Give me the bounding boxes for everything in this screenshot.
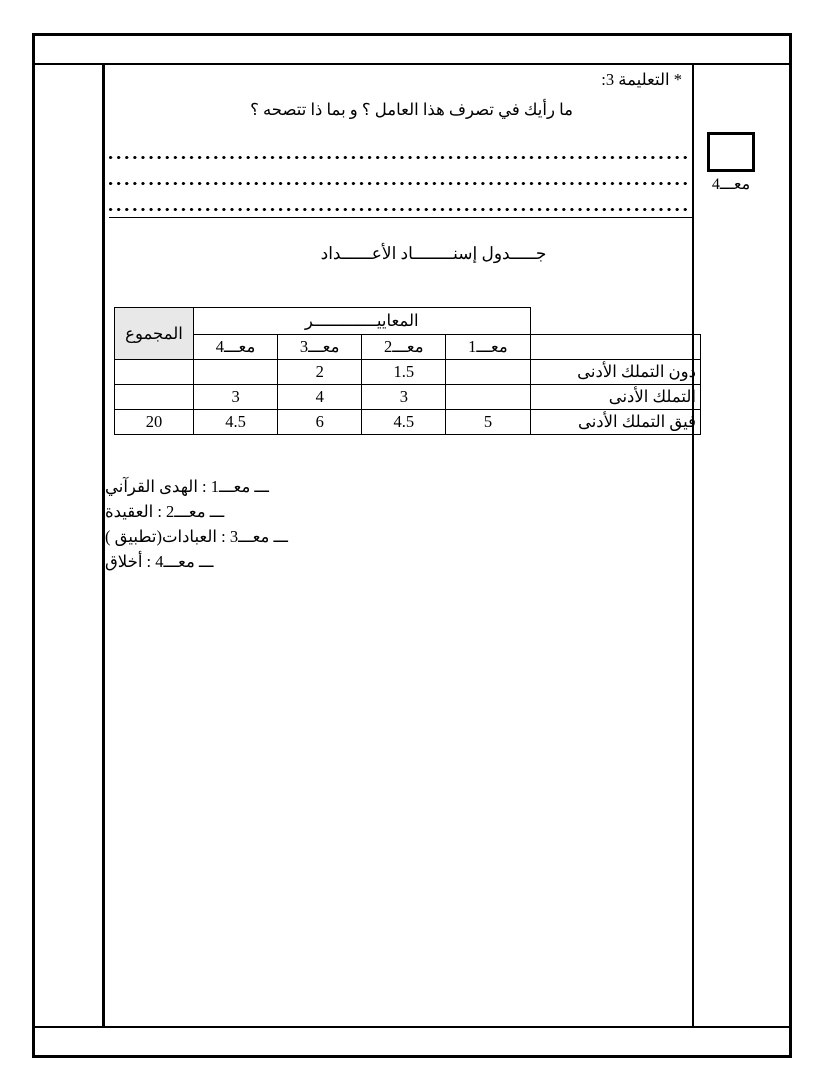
table-group-header-row (115, 308, 701, 335)
answer-line[interactable] (109, 164, 688, 190)
row-value[interactable] (446, 360, 530, 385)
criterion-header-4: معـــ4 (194, 335, 278, 360)
legend-item: ـــ معـــ2 : العقيدة (105, 502, 225, 521)
row-value[interactable]: 4.5 (194, 410, 278, 435)
row-value[interactable] (194, 360, 278, 385)
row-value[interactable]: 1.5 (362, 360, 446, 385)
criteria-group-header: المعاييـــــــــــــر (194, 308, 531, 335)
table-subheader-row (115, 335, 701, 360)
answer-lines-group (105, 138, 692, 216)
criterion-header-3: معـــ3 (278, 335, 362, 360)
answer-line[interactable] (109, 138, 688, 164)
score-column (694, 65, 789, 1026)
row-value[interactable]: 4 (278, 385, 362, 410)
grade-table-title: جـــــدول إسنــــــــاد الأعــــــداد (320, 244, 547, 263)
mark-entry-box[interactable] (707, 132, 755, 172)
row-label: فيق التملك الأدنى (530, 410, 701, 435)
legend-item: ـــ معـــ3 : العبادات(تطبيق ) (105, 527, 289, 546)
section-divider (109, 217, 692, 218)
left-margin-column (35, 65, 105, 1026)
page-body (35, 65, 789, 1026)
table-row (115, 410, 701, 435)
row-value[interactable]: 6 (278, 410, 362, 435)
criterion-header-1: معـــ1 (446, 335, 530, 360)
grade-table (114, 307, 701, 435)
page-header-band (35, 36, 789, 65)
row-label: التملك الأدنى (530, 385, 701, 410)
row-value[interactable]: 3 (194, 385, 278, 410)
row-total[interactable]: 20 (115, 410, 194, 435)
row-value[interactable]: 4.5 (362, 410, 446, 435)
label-column-header (530, 335, 701, 360)
mark-box-label: معـــ4 (711, 176, 751, 193)
table-row (115, 385, 701, 410)
row-value[interactable]: 5 (446, 410, 530, 435)
instruction-block (105, 65, 692, 125)
table-corner-cell (530, 308, 701, 335)
criteria-legend (105, 474, 684, 574)
instruction-question: ما رأيك في تصرف هذا العامل ؟ و بما ذا تتصحه ؟ (250, 100, 573, 119)
row-value[interactable]: 2 (278, 360, 362, 385)
row-value[interactable]: 3 (362, 385, 446, 410)
page-footer-band (35, 1026, 789, 1055)
page-frame (32, 33, 792, 1058)
legend-item: ـــ معـــ4 : أخلاق (105, 552, 214, 571)
row-total[interactable] (115, 360, 194, 385)
table-row (115, 360, 701, 385)
row-total[interactable] (115, 385, 194, 410)
criterion-header-2: معـــ2 (362, 335, 446, 360)
main-content-column (105, 65, 694, 1026)
instruction-heading: * التعليمة 3: (601, 70, 682, 89)
row-label: دون التملك الأدنى (530, 360, 701, 385)
row-value[interactable] (446, 385, 530, 410)
answer-line[interactable] (109, 190, 688, 216)
legend-item: ـــ معـــ1 : الهدى القرآني (105, 477, 269, 496)
total-header-cell: المجموع (115, 308, 194, 360)
